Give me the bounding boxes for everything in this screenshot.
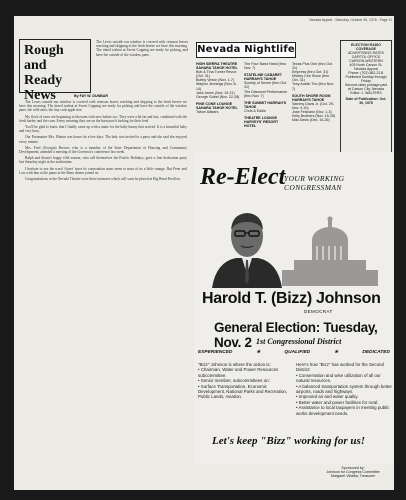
act-listing: The Diamond Performance (thru Nov. 7) [244,89,288,98]
venue-name: STATELINE CABARET HARRAH'S TAHOE [244,73,282,82]
column-paragraph: I hesitate to use the word 'closer' since its connotation must seem to most of us a little strange. But Peter and Lois with him at the piano at the Reno dinner joined us. [19,166,187,175]
ad-right-item: • Conservation and wise utilization of all our natural resources. [296,373,392,384]
ad-left-item: • Surface Transportation, Economic Development, National Parks and Recreation, Public Lands, Aviation. [198,384,292,400]
act-listing: Kelly Brothers (Nov. 15-28) [292,114,336,119]
act-listing: Bob & Tina Turner Revue (Oct. 31) [196,70,237,79]
act-listing: Mac Davis (Dec. 15-26) [292,118,330,123]
column-byline: By FAY W. DUNBAR [74,94,108,98]
election-date: General Election: Tuesday, Nov. 2 [214,320,378,350]
ad-left-text [198,362,292,400]
column-body [19,100,187,484]
nightlife-title: Nevada Nightlife [196,42,296,58]
page-header-right: Nevada Appeal - Saturday, October 30, 1976 - Page 11 [309,18,392,22]
act-listing: Chris & Eddie [244,108,266,113]
act-listing: Jack Jones (Nov. 15-21) [196,90,235,95]
ad-right-item: • A balanced transportation system through better airports, roads and highways. [296,384,392,395]
sponsor-line: Margaret Villalba, Treasurer [330,474,376,479]
act-listing: Tony Austin Trio (thru Nov. 7) [292,82,334,91]
nightlife-column-3 [292,62,336,122]
coverage-line: Phone: (702) 882-2111 [348,71,384,75]
column-paragraph: Mrs. Fred (Georgia) Brewer, who is a member of the State Department of Housing and Community Development, attended a meeting of the Governor's conference last week. [19,145,187,155]
ad-reelect: Re-Elect [200,164,286,190]
page-header-left [16,18,191,28]
qualities-row [198,350,390,355]
venue-name: HIGH SIERRA THEATRE SAHARA TAHOE HOTEL [196,62,238,71]
column-paragraph: Ralph and Susan's happy fifth season, who call themselves the Pacific Holidays, gave a fine dedication party last Saturday night at the auditorium. [19,156,187,165]
coverage-line: Second-class postage paid [344,83,388,87]
column-paragraph: Our Postmaster Mrs. Hinton was home for a few days. The lady was invited to a party and she said she enjoyed every minute. [19,135,187,144]
election-coverage-lines [343,51,389,95]
venue-name: SOUTH SHORE ROOM HARRAH'S TAHOE [292,93,331,102]
column-paragraph: You'll be glad to know that I finally came up with a name for the baby bunny that arrived. It is a beautiful baby and very busy. [19,125,187,134]
act-listing: Jose Feliciano (Nov. 1-3) [292,110,332,115]
coverage-line: at Carson City, Nevada [348,87,384,91]
venue-name: THEATRE LOUNGE HARVEYS' RESORT HOTEL [244,116,279,129]
act-listing: Waylon Jennings (Nov. 8-14) [196,82,237,91]
column-title: Rough and Ready News [24,43,64,103]
coverage-line: CAPITOL OFFICE [351,55,381,59]
act-listing: The Four Band Hand (thru Nov. 7) [244,62,286,71]
coverage-line: 405 North Carson St. [349,63,383,67]
ad-slogan: Let's keep "Bizz" working for us! [212,435,366,447]
act-listing: Empress (thru Oct. 31) [292,70,329,75]
act-listing: Texas Plus One (thru Oct. 31) [292,62,334,71]
column-paragraph: The Lewis outside our window is covered with crimson leaves reaching and skipping to the fresh breeze we have this morning. The tinted walnut at Sweet Cupping are ready for picking and have the outside of the window pane, the wild aster, the tiny crab apple tree. [19,100,187,113]
candidate-party: DEMOCRAT [304,309,333,314]
publication-date: Date of Publication: Oct. 30, 1976 [345,97,387,105]
star-icon: ★ [334,350,339,355]
venue-name: PINE CONE LOUNGE SAHARA TAHOE HOTEL [196,101,238,110]
column-side-text: The Lewis outside our window is covered with crimson leaves reaching and skipping to the fresh breeze we have this morning. The tinted walnut at Sweet Cupping are ready for picking, and have the outside of the window pane. [96,40,188,57]
election-coverage-heading: ELECTION RADIO COVERAGE [351,43,381,51]
political-ad [194,152,393,464]
sponsor-line: Johnson for Congress Committee [326,470,380,475]
act-listing: Bobby Vinton (Nov. 1-7) [196,78,235,83]
ad-left-item: • Senior member, subcommittees on: [198,378,292,383]
ad-right-intro: Here's how "Bizz" has worked for the Second District: [296,362,384,373]
ad-right-item: • Improved air and water quality. [296,394,392,399]
act-listing: Sammy Davis Jr. (Oct. 29-Nov. 4-10) [292,101,334,110]
column-paragraph: Congratulations to the Nevada Theatre were three treasures which will soon be placed at Big Bend Pavilion. [25,177,181,182]
nightlife-column-2 [244,62,288,128]
district-label: 1st Congressional District [256,337,342,346]
venue-name: THE SUMMIT HARRAH'S TAHOE [244,100,287,109]
coverage-line: Editor: J. WALTERS [350,91,382,95]
candidate-name: Harold T. (Bizz) Johnson [202,290,381,307]
candidate-photo-image [202,200,392,288]
act-listing: Mickey Cee Show (thru Oct. 31) [292,74,330,83]
quality-label: EXPERIENCED [198,350,233,355]
act-listing: Tahoe Allstars [196,110,219,115]
ad-left-intro: "Bizz" Johnson is where the action is: [198,362,271,367]
act-listing: Society of Seven (thru Oct. 31) [244,81,287,90]
coverage-line: CARSON-WESTERN [349,59,383,63]
coverage-line: ADVERTISING RATES [347,51,385,55]
act-listing: George Gobel (Nov. 22-28) [196,94,240,99]
coverage-line: Nevada Appeal [354,67,378,71]
ad-right-item: • Better water and power facilities for rural. [296,400,392,405]
newspaper-page [14,16,394,490]
ad-left-item: • Chairman, Water and Power Resources subcommittee. [198,367,292,378]
quality-label: DEDICATED [362,350,390,355]
ad-tagline: YOUR WORKING CONGRESSMAN [284,174,345,192]
coverage-line: Published Sunday through Friday [345,75,387,83]
column-paragraph: My flock of ewes are beginning to blossom with new babies too. They were a bit fat and fast, combined with the fresh barley and the corn. Every morning they are on the barn porch looking for their feed. [19,114,187,123]
ad-right-item: • Assistance to local taxpayers in meeting public works development needs. [296,405,392,416]
quality-label: QUALIFIED [284,350,311,355]
sponsor-label: Sponsored by: [341,466,365,470]
ad-right-text [296,362,392,416]
sponsor-block [314,466,392,479]
nightlife-column-1 [196,62,240,114]
election-coverage-box [340,40,392,166]
star-icon: ★ [256,350,261,355]
